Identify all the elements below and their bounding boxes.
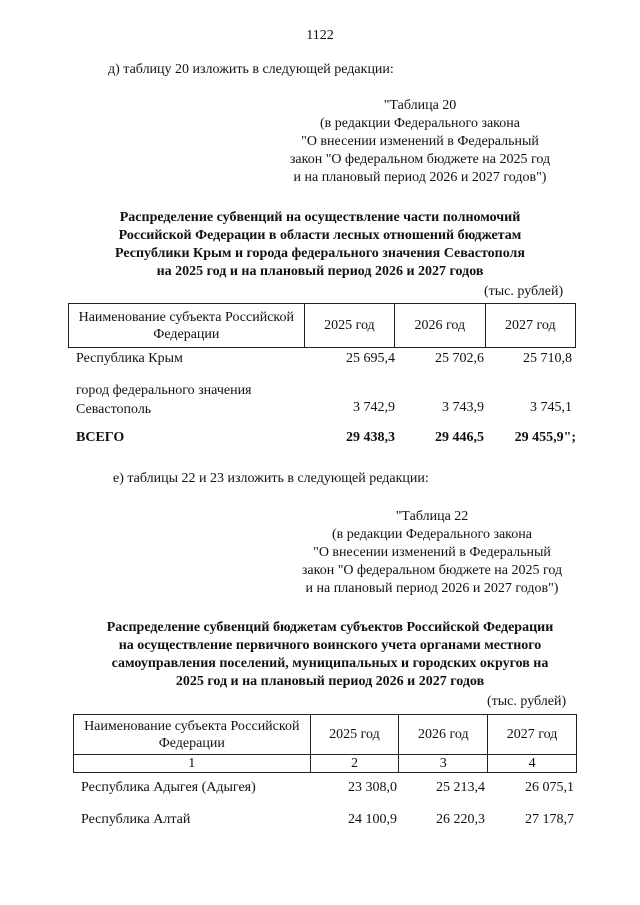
table20-total-2027: 29 455,9"; xyxy=(514,430,576,445)
table22-row-name: Республика Адыгея (Адыгея) xyxy=(81,780,256,795)
table20-header xyxy=(270,97,570,187)
column-header-name: Наименование субъекта Российской Федерации xyxy=(74,715,311,755)
table20-cell-2025: 3 742,9 xyxy=(353,400,395,415)
column-number-2: 2 xyxy=(310,755,399,773)
table20-cell-2026: 3 743,9 xyxy=(442,400,484,415)
table22-cell-2027: 26 075,1 xyxy=(525,780,574,795)
table22-header xyxy=(282,508,582,598)
column-number-1: 1 xyxy=(74,755,311,773)
table20-cell-2026: 25 702,6 xyxy=(435,351,484,366)
table22-unit: (тыс. рублей) xyxy=(487,694,567,709)
table20-cell-2027: 3 745,1 xyxy=(530,400,572,415)
table22-title-line: самоуправления поселений, муниципальных и городских округов на xyxy=(111,656,549,671)
table20-title-line: Распределение субвенций на осуществление части полномочий xyxy=(119,210,521,225)
table22-cell-2025: 24 100,9 xyxy=(348,812,397,827)
table20-row-name xyxy=(76,381,252,419)
table20-title xyxy=(70,209,570,281)
column-header-2026: 2026 год xyxy=(399,715,488,755)
column-header-name: Наименование субъекта Российской Федерации xyxy=(69,304,305,348)
table20-header-line: "О внесении изменений в Федеральный xyxy=(301,134,539,149)
table22-title-line: на осуществление первичного воинского учета органами местного xyxy=(118,638,542,653)
section-e-intro: е) таблицы 22 и 23 изложить в следующей редакции: xyxy=(113,471,429,486)
table22-title xyxy=(60,619,600,691)
page-number: 1122 xyxy=(306,28,334,43)
table20-title-line: Российской Федерации в области лесных отношений бюджетам xyxy=(118,228,522,243)
table20-cell-2027: 25 710,8 xyxy=(523,351,572,366)
table20-total-2026: 29 446,5 xyxy=(435,430,484,445)
table22-cell-2026: 25 213,4 xyxy=(436,780,485,795)
table22-header-line: "О внесении изменений в Федеральный xyxy=(313,545,551,560)
column-header-2027: 2027 год xyxy=(485,304,575,348)
table22-row-name: Республика Алтай xyxy=(81,812,191,827)
table22-title-line: 2025 год и на плановый период 2026 и 2027 годов xyxy=(175,674,485,689)
table20-header-line: (в редакции Федерального закона xyxy=(320,116,520,131)
column-header-2027: 2027 год xyxy=(488,715,577,755)
table22-cell-2025: 23 308,0 xyxy=(348,780,397,795)
table20-header-table xyxy=(68,303,576,348)
section-d-intro: д) таблицу 20 изложить в следующей редакции: xyxy=(108,62,394,77)
table22-title-line: Распределение субвенций бюджетам субъектов Российской Федерации xyxy=(106,620,554,635)
table22-cell-2027: 27 178,7 xyxy=(525,812,574,827)
table22-header-line: и на плановый период 2026 и 2027 годов") xyxy=(305,581,559,596)
table20-header-line: и на плановый период 2026 и 2027 годов") xyxy=(293,170,547,185)
table22-header-line: закон "О федеральном бюджете на 2025 год xyxy=(301,563,563,578)
column-number-3: 3 xyxy=(399,755,488,773)
table22-cell-2026: 26 220,3 xyxy=(436,812,485,827)
column-header-2025: 2025 год xyxy=(310,715,399,755)
table20-title-line: Республики Крым и города федерального значения Севастополя xyxy=(115,246,525,261)
table20-header-line: закон "О федеральном бюджете на 2025 год xyxy=(289,152,551,167)
table22-header-table xyxy=(73,714,577,773)
table20-header-line: "Таблица 20 xyxy=(383,98,457,113)
table20-title-line: на 2025 год и на плановый период 2026 и 2027 годов xyxy=(156,264,484,279)
table22-header-line: "Таблица 22 xyxy=(395,509,469,524)
table20-row-name-line: город федерального значения xyxy=(76,383,252,398)
table20-row-name: Республика Крым xyxy=(76,351,183,366)
table20-cell-2025: 25 695,4 xyxy=(346,351,395,366)
table20-total-2025: 29 438,3 xyxy=(346,430,395,445)
table20-total-label: ВСЕГО xyxy=(76,430,125,445)
column-number-4: 4 xyxy=(488,755,577,773)
table20-unit: (тыс. рублей) xyxy=(484,284,564,299)
table20-row-name-line: Севастополь xyxy=(76,402,152,417)
column-header-2025: 2025 год xyxy=(304,304,394,348)
column-header-2026: 2026 год xyxy=(395,304,485,348)
table22-header-line: (в редакции Федерального закона xyxy=(332,527,532,542)
